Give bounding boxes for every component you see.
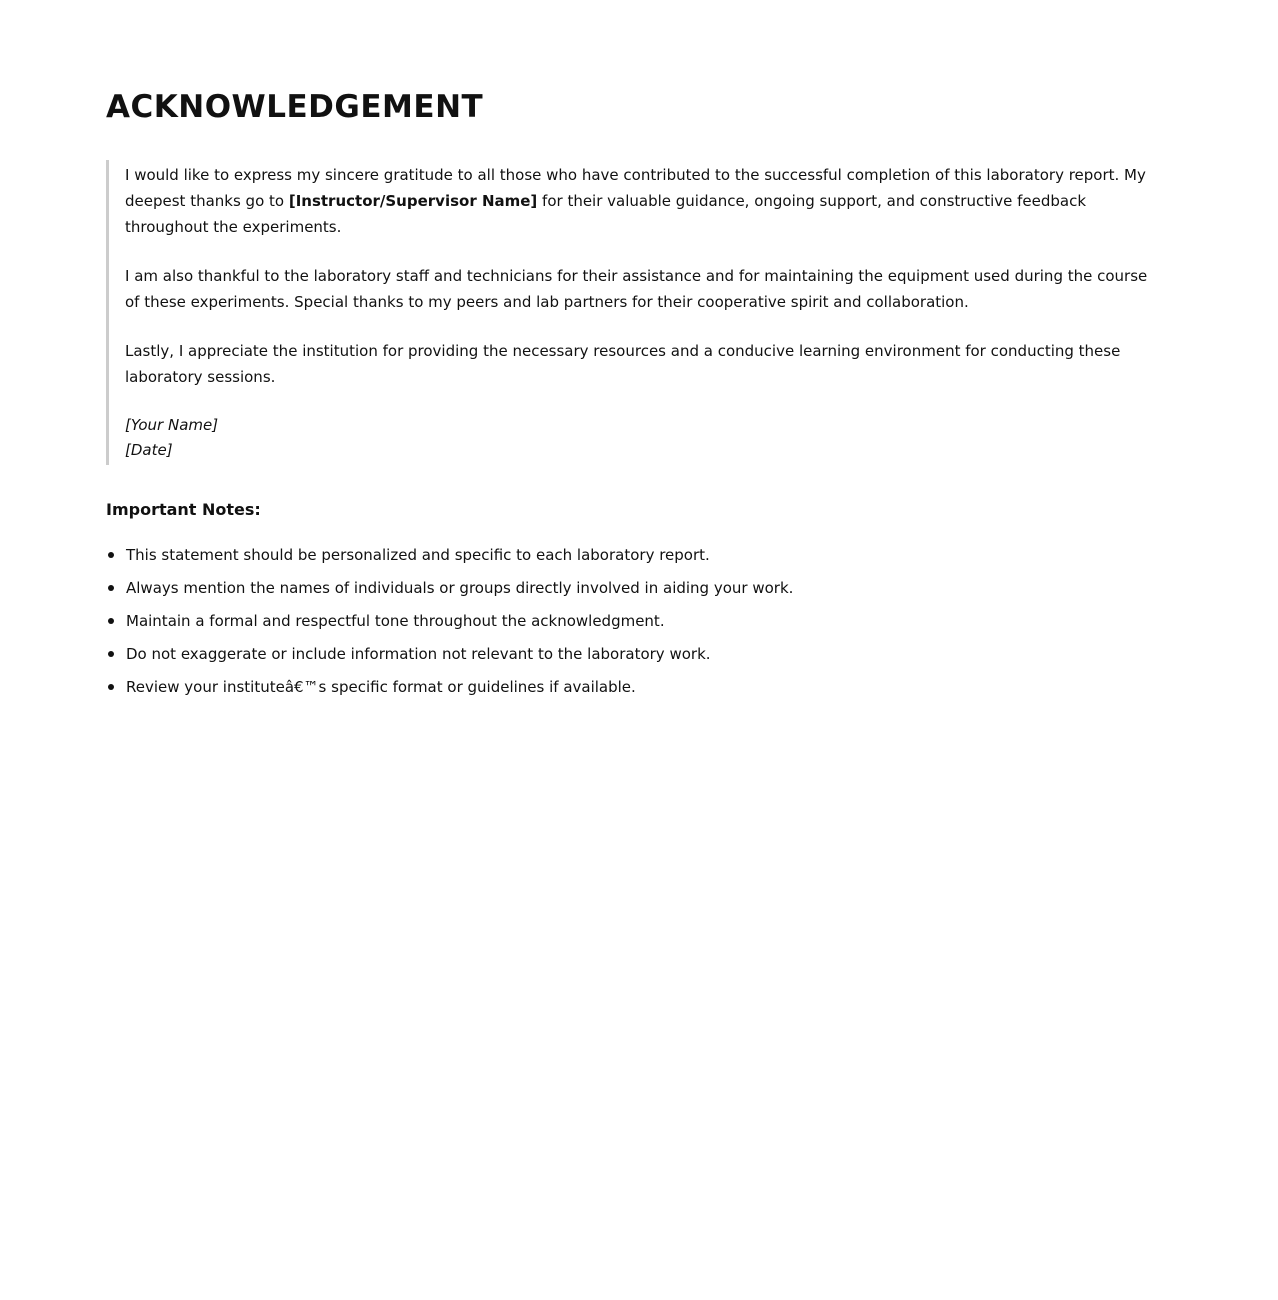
paragraph-gratitude-text-end: for their valuable guidance, ongoing support, and constructive feedback throughout the experiments. [125,192,1087,236]
list-item [106,577,1218,599]
list-item [106,643,1218,665]
list-item-text: Always mention the names of individuals or groups directly involved in aiding your work. [126,579,794,597]
list-item [106,676,1218,698]
signature-name: [Your Name] [125,416,219,434]
signature-block [125,413,1163,463]
bullet-icon [108,684,114,690]
bullet-icon [108,618,114,624]
list-item [106,610,1218,632]
acknowledgement-blockquote [106,160,1163,465]
notes-heading: Important Notes: [106,500,261,519]
list-item-text: Maintain a formal and respectful tone throughout the acknowledgment. [126,612,665,630]
bullet-icon [108,585,114,591]
paragraph-gratitude-text-start: I would like to express my sincere gratitude to all those who have contributed to the successful completion of this laboratory report. My deepest thanks go to [125,166,1146,210]
list-item-text: Do not exaggerate or include information not relevant to the laboratory work. [126,645,711,663]
paragraph-gratitude [125,162,1163,240]
list-item-text: Review your instituteâ€™s specific format or guidelines if available. [126,678,636,696]
paragraph-staff-thanks: I am also thankful to the laboratory staff and technicians for their assistance and for maintaining the equipment used during the course of these experiments. Special thanks to my peers and lab partners for their cooperative spirit and collaboration. [125,267,1148,311]
list-item-text: This statement should be personalized and specific to each laboratory report. [126,546,710,564]
signature-date: [Date] [125,441,173,459]
list-item [106,544,1218,566]
page-title: ACKNOWLEDGEMENT [106,89,484,125]
notes-list [106,544,1218,698]
bullet-icon [108,552,114,558]
bullet-icon [108,651,114,657]
instructor-name-placeholder: [Instructor/Supervisor Name] [288,192,538,210]
paragraph-institution-thanks: Lastly, I appreciate the institution for providing the necessary resources and a conducive learning environment for conducting these laboratory sessions. [125,342,1121,386]
